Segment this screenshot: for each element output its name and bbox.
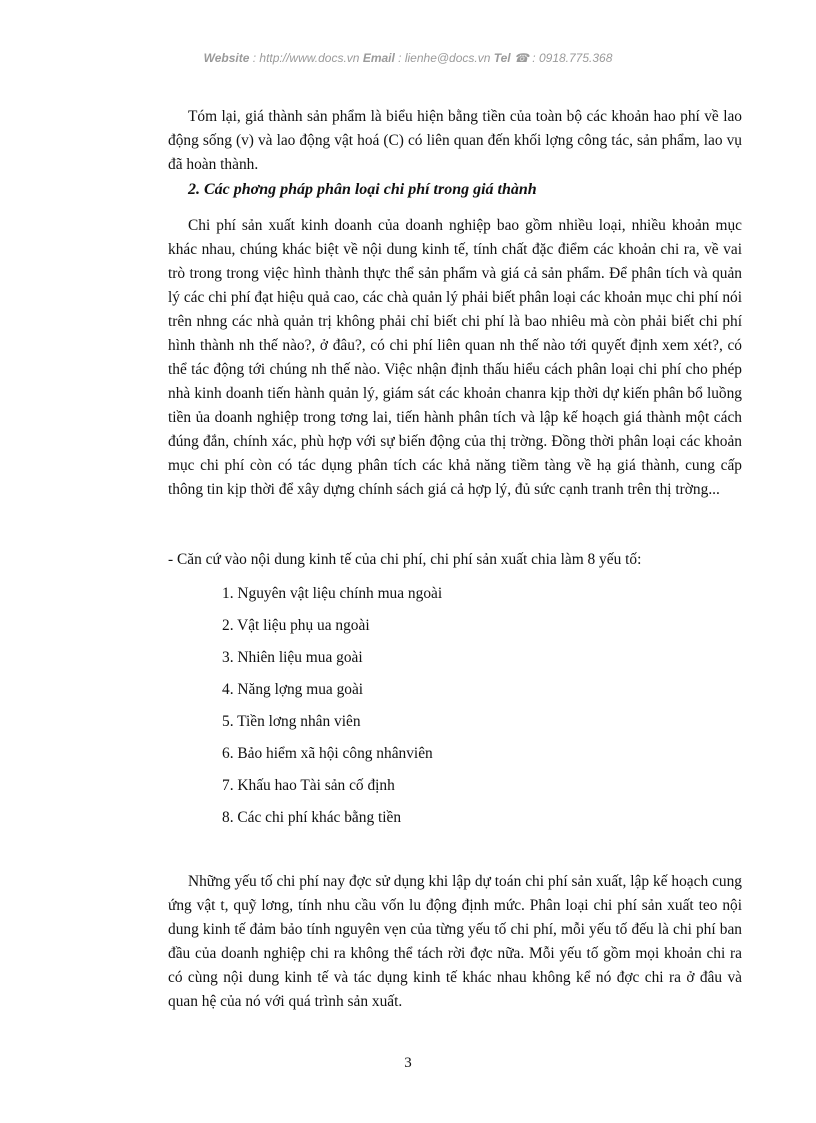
cost-factor-list [222, 582, 442, 838]
phone-icon: ☎ [514, 51, 529, 65]
website-value: : http://www.docs.vn [252, 51, 360, 65]
bullet-line: - Căn cứ vào nội dung kinh tế của chi phí, chi phí sản xuất chia làm 8 yếu tố: [168, 551, 642, 568]
paragraph-usage [168, 870, 742, 1014]
list-item: 8. Các chi phí khác bằng tiền [222, 809, 402, 826]
section-heading: 2. Các phơng pháp phân loại chi phí trong giá thành [188, 181, 537, 198]
paragraph-text: Chi phí sản xuất kinh doanh của doanh nghiệp bao gồm nhiều loại, nhiều khoản mục khác nhau, chúng khác biệt về nội dung kinh tế, tính chất đặc điểm các khoản chi ra, về vai trò trong trong việc hình thành thực thể sản phẩm và giá cả sản phẩm. Để phân tích và quản lý các chi phí đạt hiệu quả cao, các chà quản lý phải biết phân loại các khoản mục chi phí nói trên nhng các nhà quản trị không phải chỉ biết chi phí là bao nhiêu mà còn phải biết chi phí hình thành nh thế nào?, ở đâu?, có chi phí liên quan nh thế nào tới quyết định xem xét?, có thể tác động tới chúng nh thế nào. Việc nhận định thấu hiểu cách phân loại chi phí cho phép nhà kinh doanh tiến hành quản lý, giám sát các khoản chanra kịp thời dự kiến phân bổ luồng tiền ủa doanh nghiệp trong tơng lai, tiến hành phân tích và lập kế hoạch giá thành một cách đúng đắn, chính xác, phù hợp với sự biến động của thị trờng. Đồng thời phân loại các khoản mục chi phí còn có tác dụng phân tích các khả năng tiềm tàng về hạ giá thành, cung cấp thông tin kịp thời để xây dựng chính sách giá cả hợp lý, đủ sức cạnh tranh trên thị trờng... [168, 217, 742, 498]
list-item: 7. Khấu hao Tài sản cố định [222, 777, 395, 794]
paragraph-text: Tóm lại, giá thành sản phẩm là biểu hiện bằng tiền của toàn bộ các khoản hao phí về lao động sống (v) và lao động vật hoá (C) có liên quan đến khối lợng công tác, sản phẩm, lao vụ đã hoàn thành. [168, 108, 742, 173]
list-item: 3. Nhiên liệu mua goài [222, 649, 363, 666]
list-item: 5. Tiền lơng nhân viên [222, 713, 361, 730]
list-item: 2. Vật liệu phụ ua ngoài [222, 617, 370, 634]
page-header [0, 51, 816, 65]
email-label: Email [362, 51, 395, 65]
tel-label: Tel [493, 51, 511, 65]
paragraph-summary [168, 105, 742, 177]
paragraph-text: Những yếu tố chi phí nay đợc sử dụng khi lập dự toán chi phí sản xuất, lập kế hoạch cung ứng vật t, quỹ lơng, tính nhu cầu vốn lu động định mức. Phân loại chi phí sản xuất teo nội dung kinh tế đảm bảo tính nguyên vẹn của từng yếu tố chi phí, mỗi yếu tố đếu là chi phí ban đầu của doanh nghiệp chi ra không thể tách rời đợc nữa. Mỗi yếu tố gồm mọi khoản chi ra có cùng nội dung kinh tế và tác dụng kinh tế khác nhau không kể nó đợc chi ra ở đâu và quan hệ của nó với quá trình sản xuất. [168, 873, 742, 1010]
tel-value: : 0918.775.368 [532, 51, 613, 65]
list-item: 4. Năng lợng mua goài [222, 681, 364, 698]
page-number: 3 [404, 1055, 412, 1071]
website-label: Website [203, 51, 250, 65]
email-value: : lienhe@docs.vn [398, 51, 491, 65]
list-item: 6. Bảo hiểm xã hội công nhânviên [222, 745, 433, 762]
list-item: 1. Nguyên vật liệu chính mua ngoài [222, 585, 443, 602]
paragraph-classification [168, 214, 742, 502]
